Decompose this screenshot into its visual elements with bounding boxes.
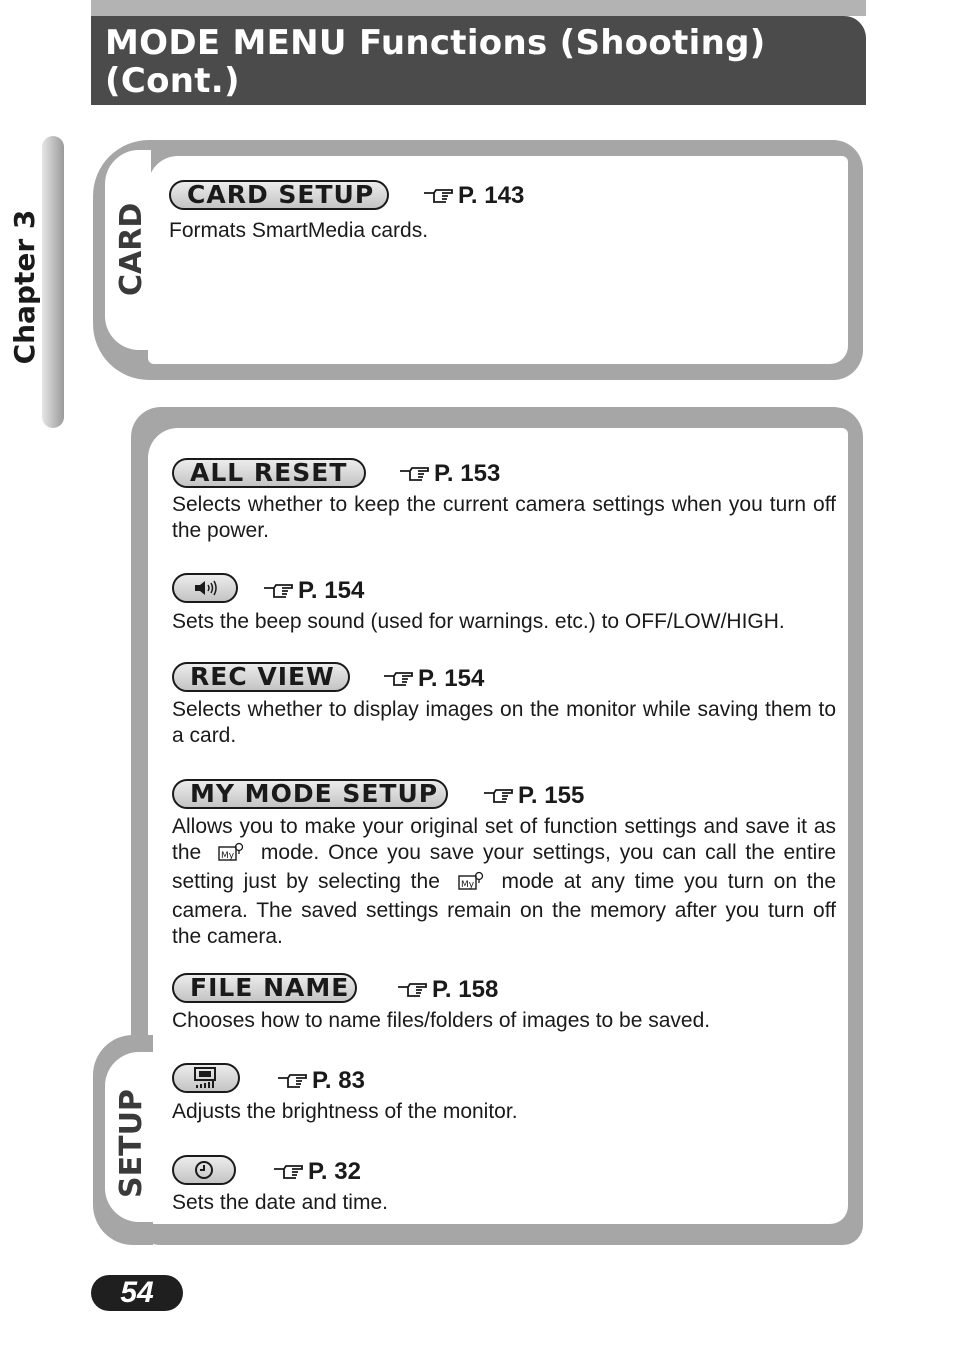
page-ref-text: P. 154 bbox=[298, 577, 365, 604]
page-ref-text: P. 32 bbox=[308, 1158, 361, 1185]
my-mode-icon bbox=[458, 871, 484, 898]
page-ref-text: P. 143 bbox=[458, 182, 525, 209]
my-mode-setup-description bbox=[172, 814, 836, 950]
page-header bbox=[91, 16, 866, 105]
page-title: MODE MENU Functions (Shooting) (Cont.) bbox=[105, 23, 766, 101]
card-setup-description: Formats SmartMedia cards. bbox=[169, 219, 429, 242]
description-part: mode. Once you save your settings, you can call the entire setting just by selecting the bbox=[172, 841, 836, 893]
pointing-hand-icon bbox=[276, 1072, 310, 1090]
monitor-brightness-description: Adjusts the brightness of the monitor. bbox=[172, 1100, 518, 1123]
description-part: Allows you to make your original set of function settings and save it as the bbox=[172, 815, 836, 864]
chapter-tab bbox=[42, 136, 64, 428]
pointing-hand-icon bbox=[482, 787, 516, 805]
all-reset-page-ref bbox=[398, 459, 500, 489]
rec-view-page-ref bbox=[382, 664, 484, 694]
all-reset-label: ALL RESET bbox=[172, 458, 366, 488]
clock-page-ref bbox=[272, 1157, 361, 1187]
clock-icon bbox=[193, 1159, 215, 1181]
beep-sound-icon bbox=[193, 580, 217, 596]
pointing-hand-icon bbox=[262, 582, 296, 600]
beep-description: Sets the beep sound (used for warnings. etc.) to OFF/LOW/HIGH. bbox=[172, 610, 785, 633]
my-mode-setup-page-ref bbox=[482, 781, 584, 811]
page-number: 54 bbox=[91, 1275, 183, 1311]
file-name-description: Chooses how to name files/folders of images to be saved. bbox=[172, 1009, 711, 1032]
clock-label bbox=[172, 1155, 236, 1185]
chapter-label: Chapter 3 bbox=[8, 209, 41, 365]
setup-section-label: SETUP bbox=[114, 1089, 149, 1198]
svg-text:My: My bbox=[460, 880, 474, 890]
monitor-brightness-icon bbox=[193, 1067, 219, 1089]
pointing-hand-icon bbox=[398, 465, 432, 483]
my-mode-icon bbox=[218, 842, 244, 869]
beep-page-ref bbox=[262, 576, 364, 606]
beep-label bbox=[172, 573, 238, 603]
rec-view-description: Selects whether to display images on the monitor while saving them to a card. bbox=[172, 698, 836, 747]
monitor-brightness-label bbox=[172, 1063, 240, 1093]
pointing-hand-icon bbox=[396, 981, 430, 999]
monitor-brightness-page-ref bbox=[276, 1066, 365, 1096]
header-top-strip bbox=[91, 0, 866, 16]
page-ref-text: P. 155 bbox=[518, 782, 585, 809]
my-mode-setup-label: MY MODE SETUP bbox=[172, 779, 448, 809]
pointing-hand-icon bbox=[272, 1163, 306, 1181]
file-name-page-ref bbox=[396, 975, 498, 1005]
rec-view-label: REC VIEW bbox=[172, 662, 350, 692]
description-part: mode at any time you turn on the camera. The saved settings remain on the memory after you turn off the camera. bbox=[172, 870, 837, 948]
pointing-hand-icon bbox=[422, 187, 456, 205]
page-ref-text: P. 83 bbox=[312, 1067, 365, 1094]
svg-text:My: My bbox=[221, 851, 235, 861]
pointing-hand-icon bbox=[382, 670, 416, 688]
card-section-label: CARD bbox=[114, 202, 149, 296]
clock-description: Sets the date and time. bbox=[172, 1191, 388, 1214]
page-ref-text: P. 158 bbox=[432, 976, 499, 1003]
all-reset-description: Selects whether to keep the current camera settings when you turn off the power. bbox=[172, 493, 836, 542]
page-ref-text: P. 153 bbox=[434, 460, 501, 487]
file-name-label: FILE NAME bbox=[172, 973, 357, 1003]
card-setup-page-ref bbox=[422, 181, 524, 211]
page-ref-text: P. 154 bbox=[418, 665, 485, 692]
card-setup-label: CARD SETUP bbox=[169, 180, 389, 210]
